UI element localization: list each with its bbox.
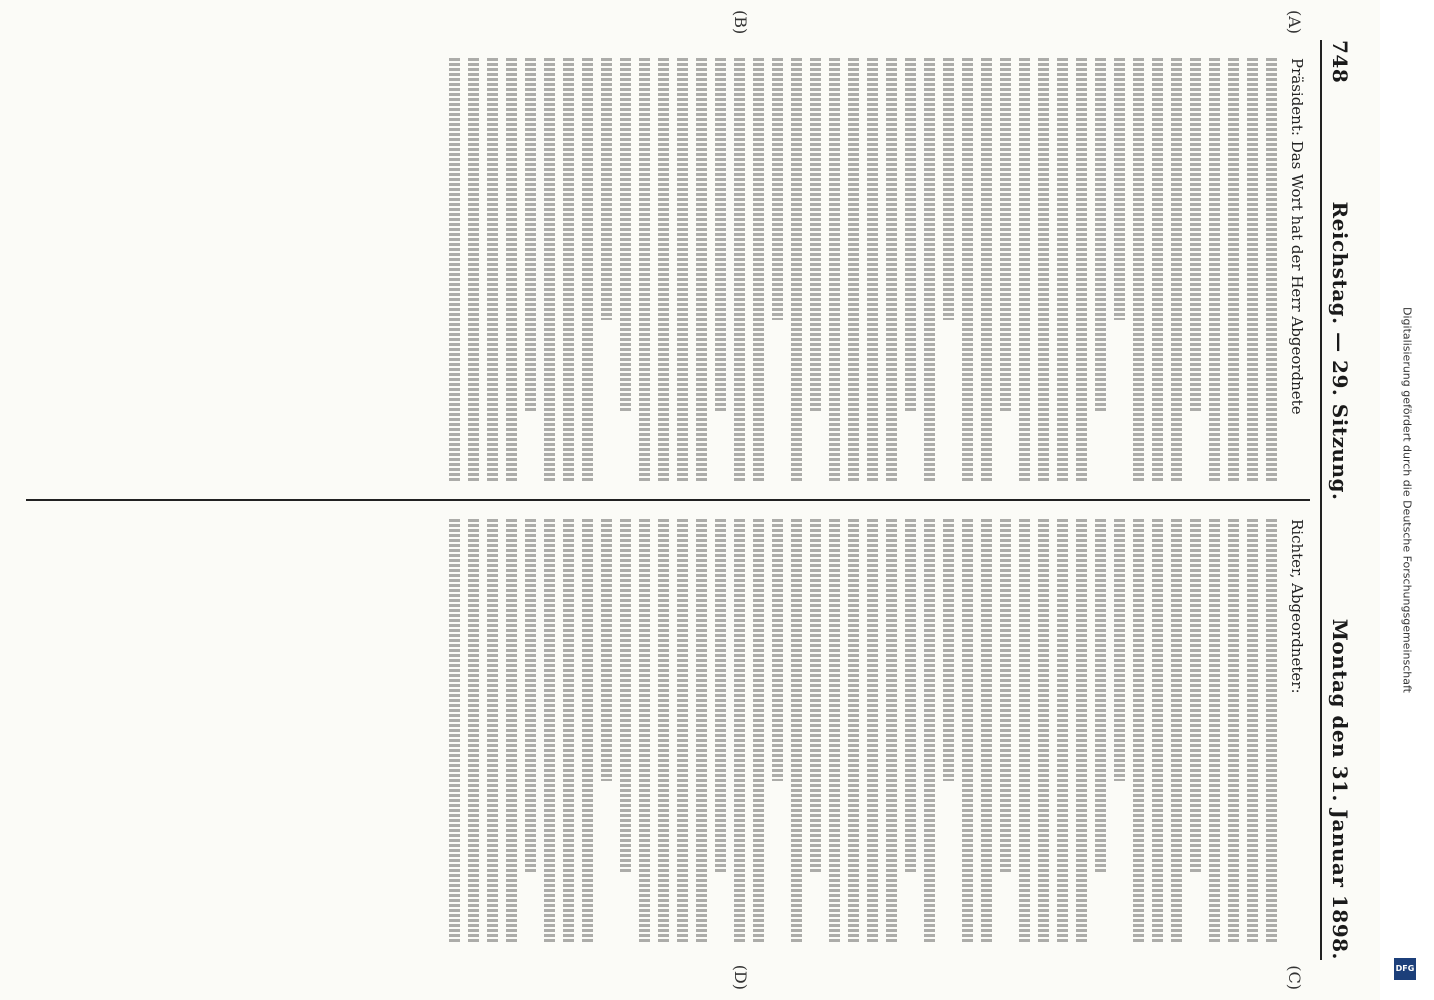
illegible-text-line xyxy=(753,58,764,481)
illegible-text-line xyxy=(1171,58,1182,481)
illegible-text-line xyxy=(1247,519,1258,942)
illegible-text-line xyxy=(715,58,726,413)
illegible-text-line xyxy=(734,519,745,942)
illegible-text-line xyxy=(848,58,859,481)
illegible-text-line xyxy=(962,58,973,481)
illegible-text-line xyxy=(1266,58,1277,481)
illegible-text-line xyxy=(582,519,593,942)
illegible-text-line xyxy=(791,58,802,481)
illegible-text-line xyxy=(563,58,574,481)
illegible-text-line xyxy=(943,519,954,781)
right-column-unreadable-body xyxy=(449,519,1277,942)
illegible-text-line xyxy=(1171,519,1182,942)
illegible-text-line xyxy=(867,58,878,481)
illegible-text-line xyxy=(1095,519,1106,874)
illegible-text-line xyxy=(1190,58,1201,413)
illegible-text-line xyxy=(1000,519,1011,874)
illegible-text-line xyxy=(962,519,973,942)
illegible-text-line xyxy=(753,519,764,942)
illegible-text-line xyxy=(544,58,555,481)
illegible-text-line xyxy=(582,58,593,481)
illegible-text-line xyxy=(1133,519,1144,942)
margin-marker-b: (B) xyxy=(731,10,750,35)
illegible-text-line xyxy=(1057,58,1068,481)
illegible-text-line xyxy=(468,519,479,942)
illegible-text-line xyxy=(1000,58,1011,413)
left-column-unreadable-body xyxy=(449,58,1277,481)
illegible-text-line xyxy=(677,519,688,942)
illegible-text-line xyxy=(544,519,555,942)
illegible-text-line xyxy=(601,58,612,320)
illegible-text-line xyxy=(772,58,783,320)
illegible-text-line xyxy=(791,519,802,942)
illegible-text-line xyxy=(886,58,897,481)
illegible-text-line xyxy=(1019,519,1030,942)
right-column xyxy=(26,499,1310,990)
right-column-excerpt: Richter, Abgeordneter: xyxy=(1288,519,1306,694)
illegible-text-line xyxy=(658,519,669,942)
illegible-text-line xyxy=(981,58,992,481)
illegible-text-line xyxy=(639,519,650,942)
illegible-text-line xyxy=(1114,58,1125,320)
illegible-text-line xyxy=(506,519,517,942)
margin-marker-d: (D) xyxy=(731,964,750,990)
illegible-text-line xyxy=(1133,58,1144,481)
illegible-text-line xyxy=(525,519,536,874)
illegible-text-line xyxy=(487,519,498,942)
illegible-text-line xyxy=(867,519,878,942)
running-head xyxy=(1320,40,1352,960)
illegible-text-line xyxy=(1076,58,1087,481)
illegible-text-line xyxy=(677,58,688,481)
illegible-text-line xyxy=(639,58,650,481)
margin-marker-a: (A) xyxy=(1285,10,1304,35)
illegible-text-line xyxy=(1019,58,1030,481)
illegible-text-line xyxy=(1076,519,1087,942)
illegible-text-line xyxy=(924,58,935,481)
illegible-text-line xyxy=(772,519,783,781)
digitization-credit: Digitalisierung gefördert durch die Deutsche Forschungsgemeinschaft xyxy=(1400,307,1414,693)
illegible-text-line xyxy=(943,58,954,320)
illegible-text-line xyxy=(620,58,631,413)
illegible-text-line xyxy=(1152,58,1163,481)
illegible-text-line xyxy=(1057,519,1068,942)
illegible-text-line xyxy=(506,58,517,481)
illegible-text-line xyxy=(525,58,536,413)
illegible-text-line xyxy=(1209,58,1220,481)
left-column xyxy=(26,10,1310,499)
illegible-text-line xyxy=(715,519,726,874)
illegible-text-line xyxy=(829,58,840,481)
illegible-text-line xyxy=(449,519,460,942)
illegible-text-line xyxy=(1228,58,1239,481)
illegible-text-line xyxy=(601,519,612,781)
text-columns xyxy=(26,10,1310,990)
credit-strip xyxy=(1380,0,1434,1000)
illegible-text-line xyxy=(848,519,859,942)
illegible-text-line xyxy=(620,519,631,874)
illegible-text-line xyxy=(734,58,745,481)
illegible-text-line xyxy=(1038,58,1049,481)
running-head-date: Montag den 31. Januar 1898. xyxy=(1328,618,1352,960)
illegible-text-line xyxy=(563,519,574,942)
margin-marker-c: (C) xyxy=(1285,965,1304,990)
illegible-text-line xyxy=(1152,519,1163,942)
illegible-text-line xyxy=(1209,519,1220,942)
illegible-text-line xyxy=(905,519,916,874)
dfg-logo-icon: DFG xyxy=(1394,958,1416,980)
illegible-text-line xyxy=(487,58,498,481)
illegible-text-line xyxy=(1095,58,1106,413)
illegible-text-line xyxy=(468,58,479,481)
illegible-text-line xyxy=(696,58,707,481)
illegible-text-line xyxy=(981,519,992,942)
illegible-text-line xyxy=(1266,519,1277,942)
illegible-text-line xyxy=(1114,519,1125,781)
illegible-text-line xyxy=(1190,519,1201,874)
page-number: 748 xyxy=(1328,40,1352,84)
illegible-text-line xyxy=(1038,519,1049,942)
illegible-text-line xyxy=(1228,519,1239,942)
left-column-excerpt: Präsident: Das Wort hat der Herr Abgeordnete xyxy=(1288,58,1306,415)
illegible-text-line xyxy=(696,519,707,942)
running-head-title: Reichstag. — 29. Sitzung. xyxy=(1328,201,1352,501)
illegible-text-line xyxy=(924,519,935,942)
illegible-text-line xyxy=(886,519,897,942)
illegible-text-line xyxy=(810,58,821,413)
illegible-text-line xyxy=(829,519,840,942)
illegible-text-line xyxy=(449,58,460,481)
illegible-text-line xyxy=(1247,58,1258,481)
illegible-text-line xyxy=(810,519,821,874)
illegible-text-line xyxy=(658,58,669,481)
illegible-text-line xyxy=(905,58,916,413)
